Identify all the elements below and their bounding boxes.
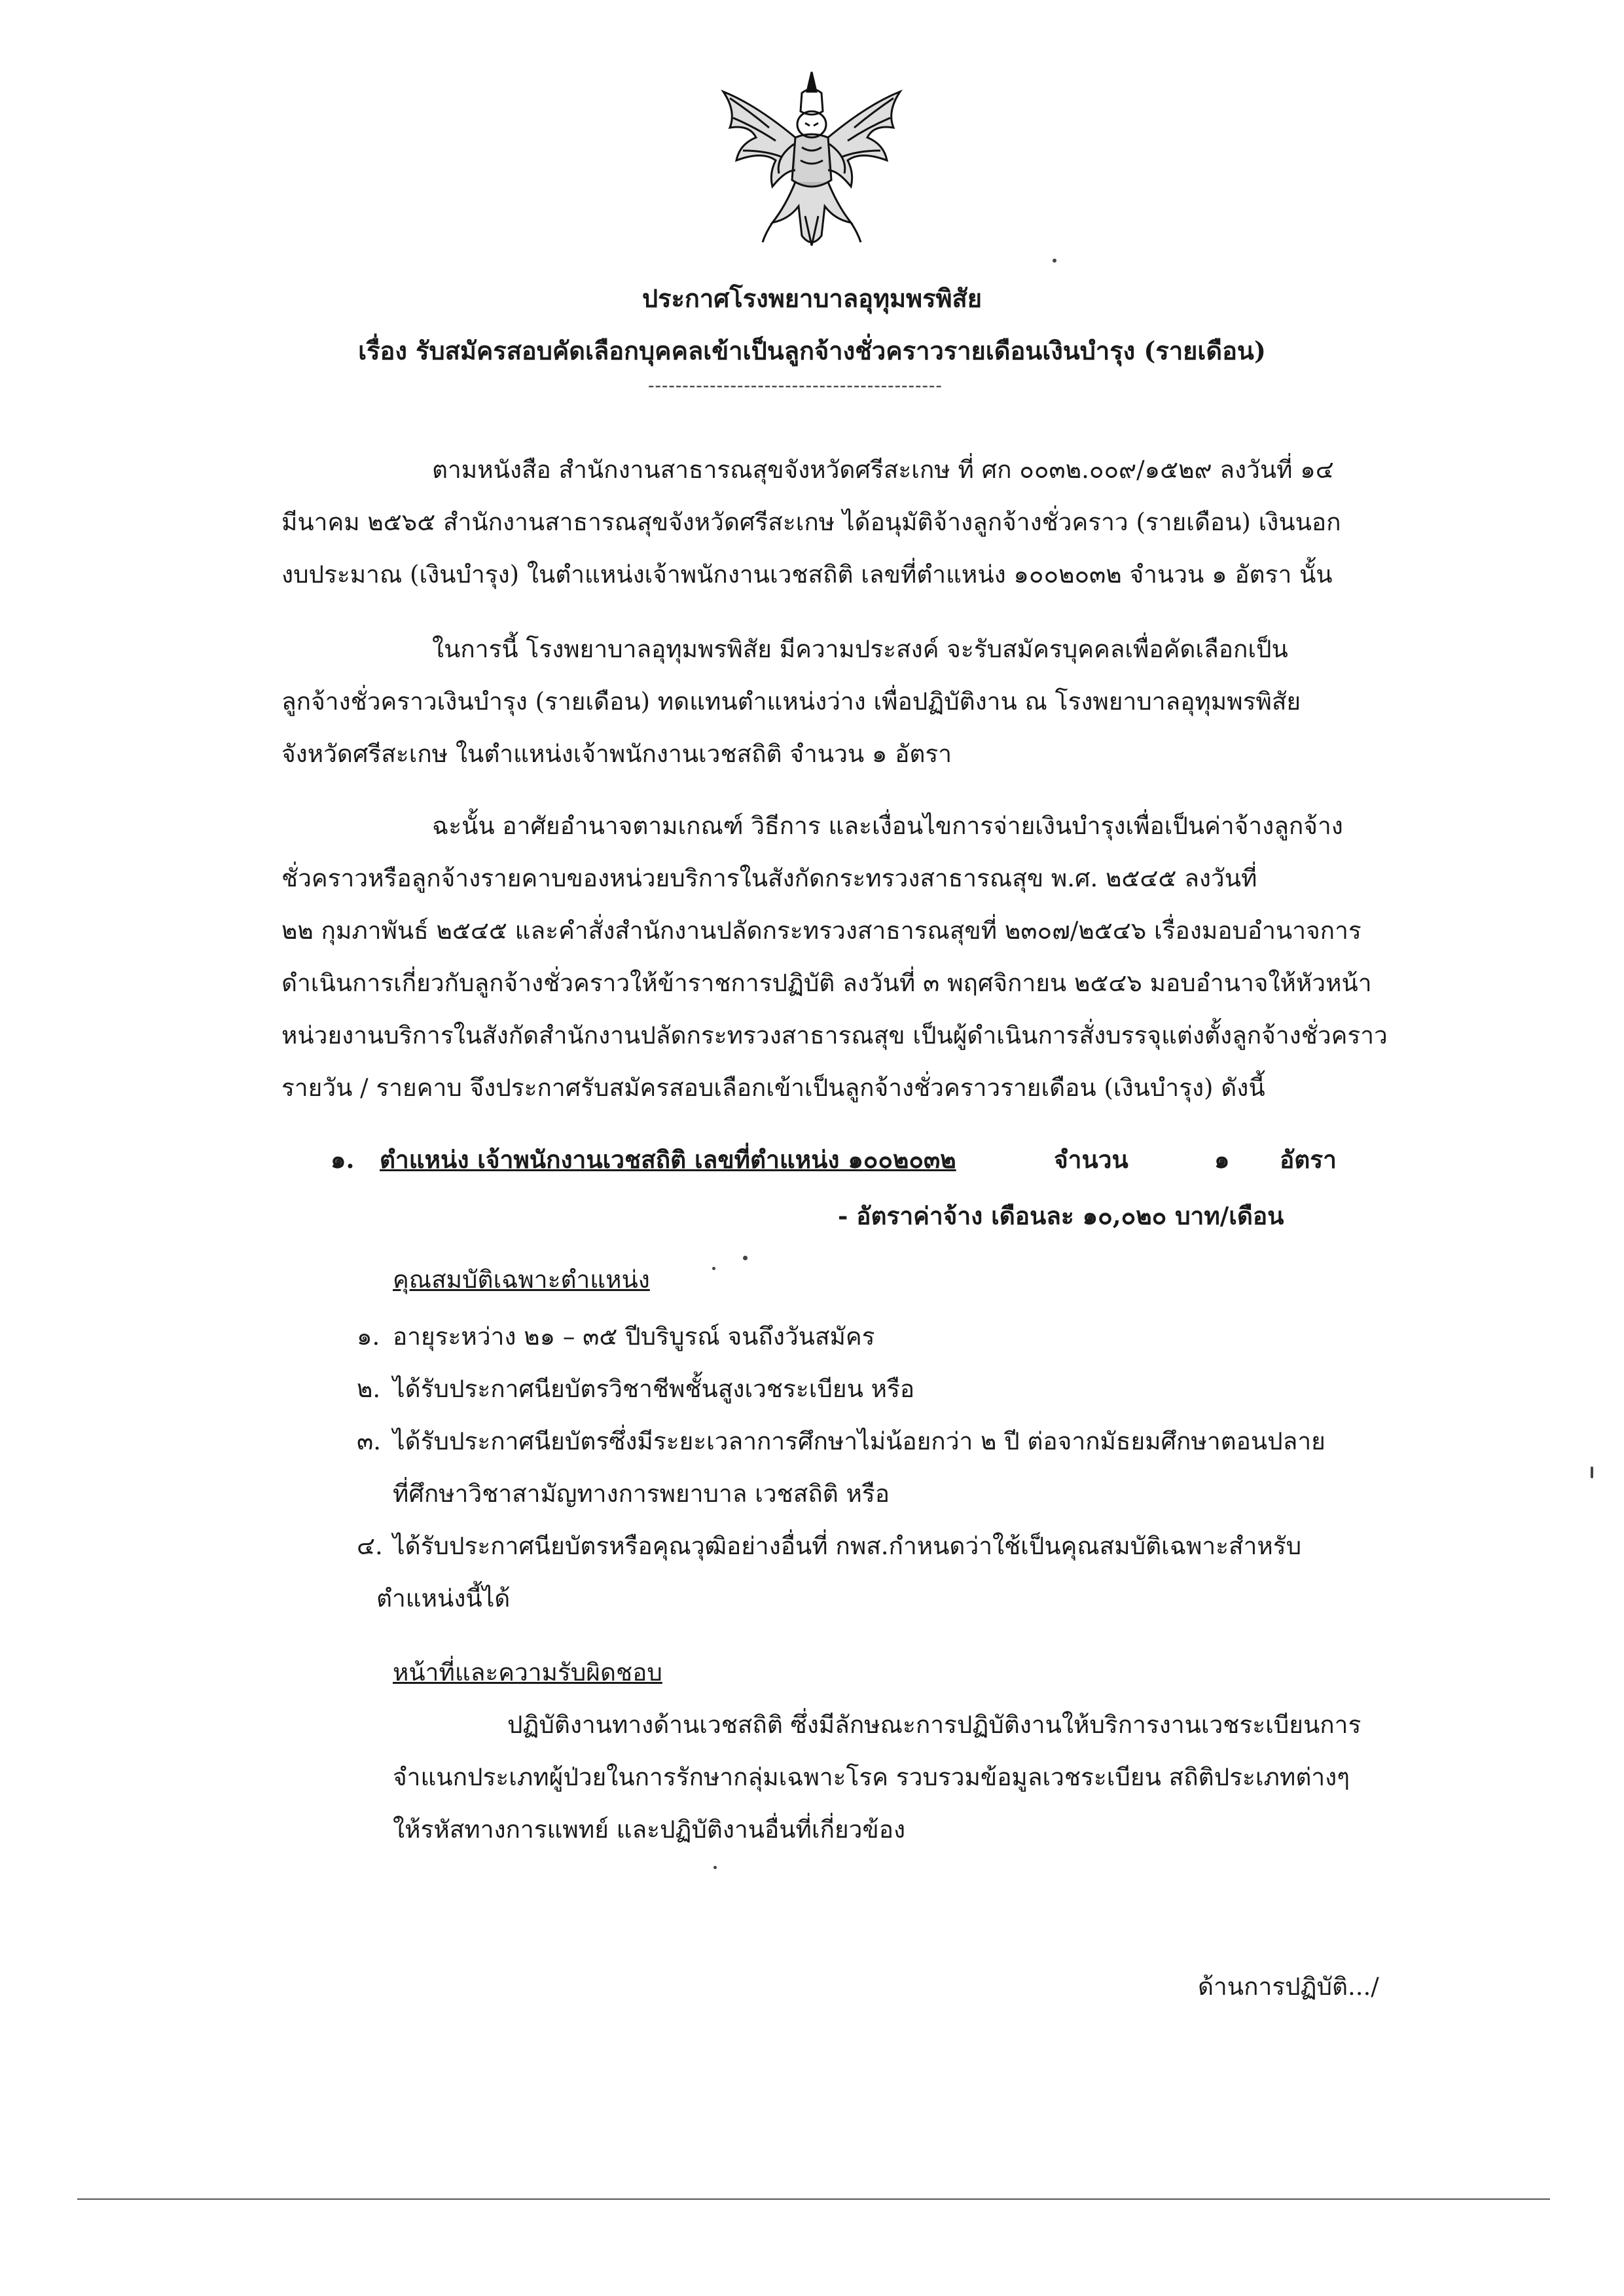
duties-line: ให้รหัสทางการแพทย์ และปฏิบัติงานอื่นที่เกี่ยวข้อง	[393, 1815, 906, 1844]
qualification-text: ตำแหน่งนี้ได้	[376, 1584, 511, 1613]
paragraph-3-line: ๒๒ กุมภาพันธ์ ๒๕๔๕ และคำสั่งสำนักงานปลัดกระทรวงสาธารณสุขที่ ๒๓๐๗/๒๕๔๖ เรื่องมอบอำนาจการ	[281, 917, 1362, 945]
paragraph-2-line: ในการนี้ โรงพยาบาลอุทุมพรพิสัย มีความประสงค์ จะรับสมัครบุคคลเพื่อคัดเลือกเป็น	[432, 635, 1288, 663]
title-separator: -------------------------------------------	[648, 374, 943, 396]
position-wage: - อัตราค่าจ้าง เดือนละ ๑๐,๐๒๐ บาท/เดือน	[838, 1201, 1284, 1230]
scan-speck	[713, 1866, 717, 1869]
qualification-number: ๔.	[357, 1532, 383, 1560]
position-number: ๑.	[331, 1145, 355, 1174]
qualification-text: ได้รับประกาศนียบัตรวิชาชีพชั้นสูงเวชระเบียน หรือ	[393, 1375, 915, 1403]
footer-rule	[77, 2198, 1550, 2200]
qualification-number: ๑.	[357, 1322, 380, 1351]
qualification-number: ๒.	[357, 1375, 381, 1403]
scan-speck	[712, 1267, 715, 1270]
duties-line: จำแนกประเภทผู้ป่วยในการรักษากลุ่มเฉพาะโรค รวบรวมข้อมูลเวชระเบียน สถิติประเภทต่างๆ	[393, 1763, 1350, 1791]
paragraph-2-line: จังหวัดศรีสะเกษ ในตำแหน่งเจ้าพนักงานเวชสถิติ จำนวน ๑ อัตรา	[281, 740, 952, 768]
position-count: ๑	[1214, 1145, 1230, 1174]
position-title: ตำแหน่ง เจ้าพนักงานเวชสถิติ เลขที่ตำแหน่ง ๑๐๐๒๐๓๒	[380, 1145, 956, 1174]
scan-speck	[1053, 259, 1056, 263]
paragraph-3-line: ชั่วคราวหรือลูกจ้างรายคาบของหน่วยบริการในสังกัดกระทรวงสาธารณสุข พ.ศ. ๒๕๔๕ ลงวันที่	[281, 864, 1257, 892]
paragraph-3-line: ดำเนินการเกี่ยวกับลูกจ้างชั่วคราวให้ข้าราชการปฏิบัติ ลงวันที่ ๓ พฤศจิกายน ๒๕๔๖ มอบอำนาจให้หัวหน้า	[281, 969, 1372, 997]
qualification-text: ที่ศึกษาวิชาสามัญทางการพยาบาล เวชสถิติ หรือ	[393, 1480, 890, 1508]
paragraph-3-line: ฉะนั้น อาศัยอำนาจตามเกณฑ์ วิธีการ และเงื่อนไขการจ่ายเงินบำรุงเพื่อเป็นค่าจ้างลูกจ้าง	[432, 812, 1343, 840]
continuation-note: ด้านการปฏิบัติ.../	[1198, 1973, 1379, 2001]
qualifications-heading: คุณสมบัติเฉพาะตำแหน่ง	[393, 1266, 650, 1294]
scan-speck	[1591, 1467, 1593, 1478]
qualification-text: ได้รับประกาศนียบัตรหรือคุณวุฒิอย่างอื่นที่ กพส.กำหนดว่าใช้เป็นคุณสมบัติเฉพาะสำหรับ	[393, 1532, 1302, 1560]
paragraph-1-line: งบประมาณ (เงินบำรุง) ในตำแหน่งเจ้าพนักงานเวชสถิติ เลขที่ตำแหน่ง ๑๐๐๒๐๓๒ จำนวน ๑ อัตรา นั้น	[281, 560, 1333, 589]
announcement-subject: เรื่อง รับสมัครสอบคัดเลือกบุคคลเข้าเป็นลูกจ้างชั่วคราวรายเดือนเงินบำรุง (รายเดือน)	[358, 336, 1266, 365]
paragraph-1-line: มีนาคม ๒๕๖๕ สำนักงานสาธารณสุขจังหวัดศรีสะเกษ ได้อนุมัติจ้างลูกจ้างชั่วคราว (รายเดือน) เงินนอก	[281, 508, 1341, 536]
paragraph-2-line: ลูกจ้างชั่วคราวเงินบำรุง (รายเดือน) ทดแทนตำแหน่งว่าง เพื่อปฏิบัติงาน ณ โรงพยาบาลอุทุมพรพิสัย	[281, 687, 1301, 716]
duties-line: ปฏิบัติงานทางด้านเวชสถิติ ซึ่งมีลักษณะการปฏิบัติงานให้บริการงานเวชระเบียนการ	[507, 1711, 1362, 1739]
paragraph-1-line: ตามหนังสือ สำนักงานสาธารณสุขจังหวัดศรีสะเกษ ที่ ศก ๐๐๓๒.๐๐๙/๑๕๒๙ ลงวันที่ ๑๔	[432, 456, 1334, 484]
duties-heading: หน้าที่และความรับผิดชอบ	[393, 1658, 662, 1686]
qualification-text: อายุระหว่าง ๒๑ – ๓๕ ปีบริบูรณ์ จนถึงวันสมัคร	[393, 1322, 875, 1351]
announcement-title: ประกาศโรงพยาบาลอุทุมพรพิสัย	[641, 283, 983, 313]
paragraph-3-line: รายวัน / รายคาบ จึงประกาศรับสมัครสอบเลือกเข้าเป็นลูกจ้างชั่วคราวรายเดือน (เงินบำรุง) ดังนี้	[281, 1074, 1265, 1102]
qualification-text: ได้รับประกาศนียบัตรซึ่งมีระยะเวลาการศึกษาไม่น้อยกว่า ๒ ปี ต่อจากมัธยมศึกษาตอนปลาย	[393, 1427, 1326, 1455]
qualification-number: ๓.	[357, 1427, 382, 1455]
paragraph-3-line: หน่วยงานบริการในสังกัดสำนักงานปลัดกระทรวงสาธารณสุข เป็นผู้ดำเนินการสั่งบรรจุแต่งตั้งลูกจ้างชั่วคราว	[281, 1021, 1388, 1049]
scan-speck	[743, 1256, 748, 1260]
position-count-label: จำนวน	[1054, 1145, 1128, 1174]
garuda-emblem	[710, 65, 913, 255]
position-unit: อัตรา	[1280, 1145, 1337, 1174]
